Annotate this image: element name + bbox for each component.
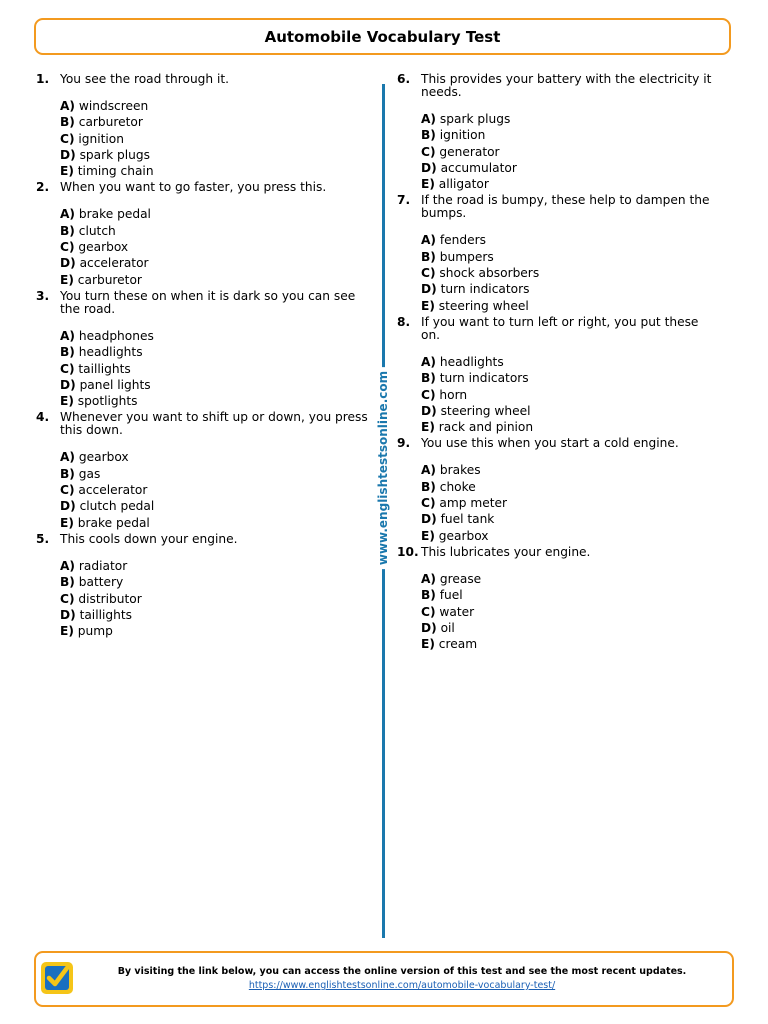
options-list: [60, 206, 368, 287]
option-letter: A): [421, 233, 437, 248]
options-list: [60, 98, 368, 179]
question-number: 9.: [397, 436, 411, 451]
option-letter: D): [421, 620, 437, 635]
option-text: fuel tank: [440, 512, 495, 527]
option-text: generator: [439, 144, 500, 159]
option-text: gearbox: [438, 528, 489, 543]
page-title: Automobile Vocabulary Test: [264, 27, 501, 46]
option-letter: B): [421, 371, 436, 386]
options-list: [421, 462, 713, 543]
option-text: brakes: [439, 463, 481, 478]
answer-option[interactable]: [60, 131, 368, 147]
question-block: [397, 194, 713, 313]
option-text: cream: [438, 637, 478, 652]
option-letter: E): [60, 624, 74, 639]
question-text: You turn these on when it is dark so you can see the road.: [60, 288, 356, 316]
option-text: taillights: [78, 361, 131, 376]
answer-option[interactable]: [421, 127, 713, 143]
options-list: [421, 111, 713, 192]
question-text: You use this when you start a cold engine.: [421, 436, 679, 451]
option-letter: D): [421, 160, 437, 175]
question-header: [36, 533, 368, 546]
option-letter: B): [421, 128, 436, 143]
option-letter: C): [60, 240, 75, 255]
option-letter: A): [60, 558, 76, 573]
answer-option[interactable]: [60, 344, 368, 360]
option-letter: C): [421, 604, 436, 619]
option-letter: D): [60, 377, 76, 392]
question-block: [397, 546, 713, 652]
options-list: [421, 232, 713, 313]
answer-option[interactable]: [421, 111, 713, 127]
option-letter: A): [60, 328, 76, 343]
answer-option[interactable]: [60, 272, 368, 288]
option-letter: A): [60, 99, 76, 113]
option-text: brake pedal: [78, 207, 151, 222]
option-text: headlights: [78, 345, 143, 360]
option-text: grease: [439, 571, 482, 586]
option-text: pump: [77, 624, 113, 639]
option-letter: E): [421, 298, 435, 313]
option-text: fenders: [439, 233, 486, 248]
answer-option[interactable]: [60, 498, 368, 514]
footer-box: [34, 951, 734, 1007]
option-text: panel lights: [79, 377, 151, 392]
option-text: shock absorbers: [439, 266, 540, 281]
option-letter: A): [421, 112, 437, 126]
option-text: radiator: [78, 558, 128, 573]
answer-option[interactable]: [60, 591, 368, 607]
question-header: [36, 411, 368, 437]
option-text: gearbox: [78, 240, 129, 255]
option-letter: C): [60, 591, 75, 606]
question-block: [36, 411, 368, 530]
options-list: [60, 449, 368, 530]
question-text: You see the road through it.: [60, 72, 230, 86]
option-letter: D): [421, 512, 437, 527]
answer-option[interactable]: [60, 449, 368, 465]
question-header: [36, 181, 368, 194]
answer-option[interactable]: [60, 482, 368, 498]
options-list: [60, 558, 368, 639]
option-text: choke: [439, 479, 476, 494]
option-letter: C): [60, 131, 75, 146]
option-text: battery: [78, 575, 124, 590]
question-header: [397, 316, 713, 342]
question-number: 10.: [397, 544, 419, 559]
option-letter: C): [421, 266, 436, 281]
option-letter: B): [421, 249, 436, 264]
question-number: 5.: [36, 531, 50, 546]
option-letter: A): [60, 450, 76, 465]
question-header: [397, 194, 713, 220]
option-text: spark plugs: [439, 112, 511, 126]
option-letter: D): [421, 282, 437, 297]
answer-option[interactable]: [421, 479, 713, 495]
options-list: [60, 328, 368, 409]
option-letter: C): [421, 144, 436, 159]
option-text: spark plugs: [79, 147, 150, 162]
option-text: oil: [440, 620, 455, 635]
answer-option[interactable]: [421, 403, 713, 419]
footer-message: By visiting the link below, you can access the online version of this test and see the most recent updates.: [117, 966, 687, 977]
question-text: When you want to go faster, you press this.: [60, 180, 327, 195]
question-number: 8.: [397, 314, 411, 329]
question-text: If you want to turn left or right, you put these on.: [421, 314, 699, 342]
option-text: turn indicators: [439, 371, 529, 386]
option-letter: E): [60, 164, 74, 179]
option-text: water: [439, 604, 475, 619]
question-block: [36, 290, 368, 409]
option-letter: D): [60, 147, 76, 162]
option-text: headlights: [439, 354, 504, 369]
option-text: gearbox: [78, 450, 129, 465]
option-letter: A): [60, 207, 76, 222]
option-letter: E): [421, 420, 435, 435]
option-text: timing chain: [77, 164, 154, 179]
answer-option[interactable]: [421, 387, 713, 403]
option-letter: C): [60, 361, 75, 376]
question-text: This lubricates your engine.: [421, 544, 591, 559]
option-text: clutch: [78, 223, 116, 238]
option-letter: E): [60, 272, 74, 287]
checkbox-icon: [40, 961, 74, 995]
answer-option[interactable]: [421, 176, 713, 192]
answer-option[interactable]: [60, 623, 368, 639]
option-letter: A): [421, 463, 437, 478]
option-text: fuel: [439, 588, 463, 603]
answer-option[interactable]: [60, 147, 368, 163]
question-block: [36, 533, 368, 639]
answer-option[interactable]: [421, 354, 713, 370]
footer-link[interactable]: https://www.englishtestsonline.com/automobile-vocabulary-test/: [248, 980, 556, 991]
option-text: amp meter: [439, 496, 507, 511]
option-letter: E): [421, 177, 435, 192]
option-text: turn indicators: [440, 282, 530, 297]
answer-option[interactable]: [60, 98, 368, 114]
answer-option[interactable]: [60, 223, 368, 239]
answer-option[interactable]: [421, 636, 713, 652]
option-letter: D): [60, 256, 76, 271]
option-letter: E): [60, 515, 74, 530]
options-list: [421, 354, 713, 435]
answer-option[interactable]: [60, 328, 368, 344]
answer-option[interactable]: [60, 114, 368, 130]
option-text: accumulator: [440, 160, 517, 175]
answer-option[interactable]: [60, 515, 368, 531]
option-letter: B): [60, 223, 75, 238]
answer-option[interactable]: [60, 163, 368, 179]
answer-option[interactable]: [421, 604, 713, 620]
answer-option[interactable]: [60, 558, 368, 574]
option-text: steering wheel: [438, 298, 529, 313]
question-number: 1.: [36, 72, 50, 86]
questions-right-column: [397, 73, 713, 654]
option-letter: E): [421, 637, 435, 652]
answer-option[interactable]: [60, 239, 368, 255]
option-letter: D): [60, 499, 76, 514]
question-block: [397, 316, 713, 435]
option-text: carburetor: [78, 115, 143, 130]
question-block: [36, 181, 368, 287]
answer-option[interactable]: [421, 144, 713, 160]
option-letter: B): [421, 479, 436, 494]
answer-option[interactable]: [421, 495, 713, 511]
option-letter: B): [60, 115, 75, 130]
option-text: horn: [439, 387, 468, 402]
answer-option[interactable]: [421, 281, 713, 297]
question-text: This cools down your engine.: [60, 531, 238, 546]
answer-option[interactable]: [421, 160, 713, 176]
option-text: bumpers: [439, 249, 494, 264]
option-text: rack and pinion: [438, 420, 534, 435]
option-letter: A): [421, 571, 437, 586]
question-number: 4.: [36, 410, 50, 425]
answer-option[interactable]: [421, 511, 713, 527]
answer-option[interactable]: [421, 620, 713, 636]
answer-option[interactable]: [60, 361, 368, 377]
question-header: [36, 73, 368, 86]
site-url: www.englishtestsonline.com: [376, 367, 390, 569]
answer-option[interactable]: [60, 377, 368, 393]
option-text: accelerator: [79, 256, 149, 271]
option-text: distributor: [78, 591, 142, 606]
question-header: [397, 437, 713, 450]
question-block: [397, 73, 713, 192]
option-text: ignition: [439, 128, 486, 143]
answer-option[interactable]: [60, 607, 368, 623]
option-letter: B): [60, 466, 75, 481]
answer-option[interactable]: [421, 265, 713, 281]
answer-option[interactable]: [60, 255, 368, 271]
answer-option[interactable]: [421, 419, 713, 435]
option-text: headphones: [78, 328, 154, 343]
option-text: alligator: [438, 177, 489, 192]
option-letter: C): [60, 483, 75, 498]
title-box: [34, 18, 731, 55]
answer-option[interactable]: [60, 206, 368, 222]
option-letter: E): [421, 528, 435, 543]
option-text: clutch pedal: [79, 499, 155, 514]
option-letter: C): [421, 496, 436, 511]
question-number: 3.: [36, 288, 50, 303]
option-text: spotlights: [77, 394, 138, 409]
question-header: [36, 290, 368, 316]
question-text: Whenever you want to shift up or down, you press this down.: [60, 410, 368, 438]
option-text: taillights: [79, 607, 132, 622]
questions-left-column: [36, 73, 368, 641]
option-text: brake pedal: [77, 515, 150, 530]
option-text: windscreen: [78, 99, 149, 113]
options-list: [421, 571, 713, 652]
option-text: accelerator: [78, 483, 148, 498]
answer-option[interactable]: [421, 370, 713, 386]
answer-option[interactable]: [60, 574, 368, 590]
option-text: steering wheel: [440, 403, 531, 418]
option-letter: C): [421, 387, 436, 402]
option-letter: D): [421, 403, 437, 418]
question-text: If the road is bumpy, these help to dampen the bumps.: [421, 193, 710, 221]
answer-option[interactable]: [60, 466, 368, 482]
question-header: [397, 73, 713, 99]
answer-option[interactable]: [421, 587, 713, 603]
option-letter: E): [60, 394, 74, 409]
option-letter: D): [60, 607, 76, 622]
question-block: [36, 73, 368, 179]
question-number: 2.: [36, 180, 50, 195]
option-text: ignition: [78, 131, 124, 146]
answer-option[interactable]: [421, 249, 713, 265]
answer-option[interactable]: [421, 571, 713, 587]
question-block: [397, 437, 713, 543]
answer-option[interactable]: [421, 528, 713, 544]
question-number: 7.: [397, 193, 411, 208]
option-text: gas: [78, 466, 101, 481]
answer-option[interactable]: [421, 298, 713, 314]
question-text: This provides your battery with the electricity it needs.: [421, 72, 712, 99]
option-text: carburetor: [77, 272, 142, 287]
option-letter: A): [421, 354, 437, 369]
answer-option[interactable]: [60, 393, 368, 409]
option-letter: B): [60, 345, 75, 360]
answer-option[interactable]: [421, 232, 713, 248]
option-letter: B): [421, 588, 436, 603]
option-letter: B): [60, 575, 75, 590]
answer-option[interactable]: [421, 462, 713, 478]
question-header: [397, 546, 713, 559]
question-number: 6.: [397, 72, 411, 86]
